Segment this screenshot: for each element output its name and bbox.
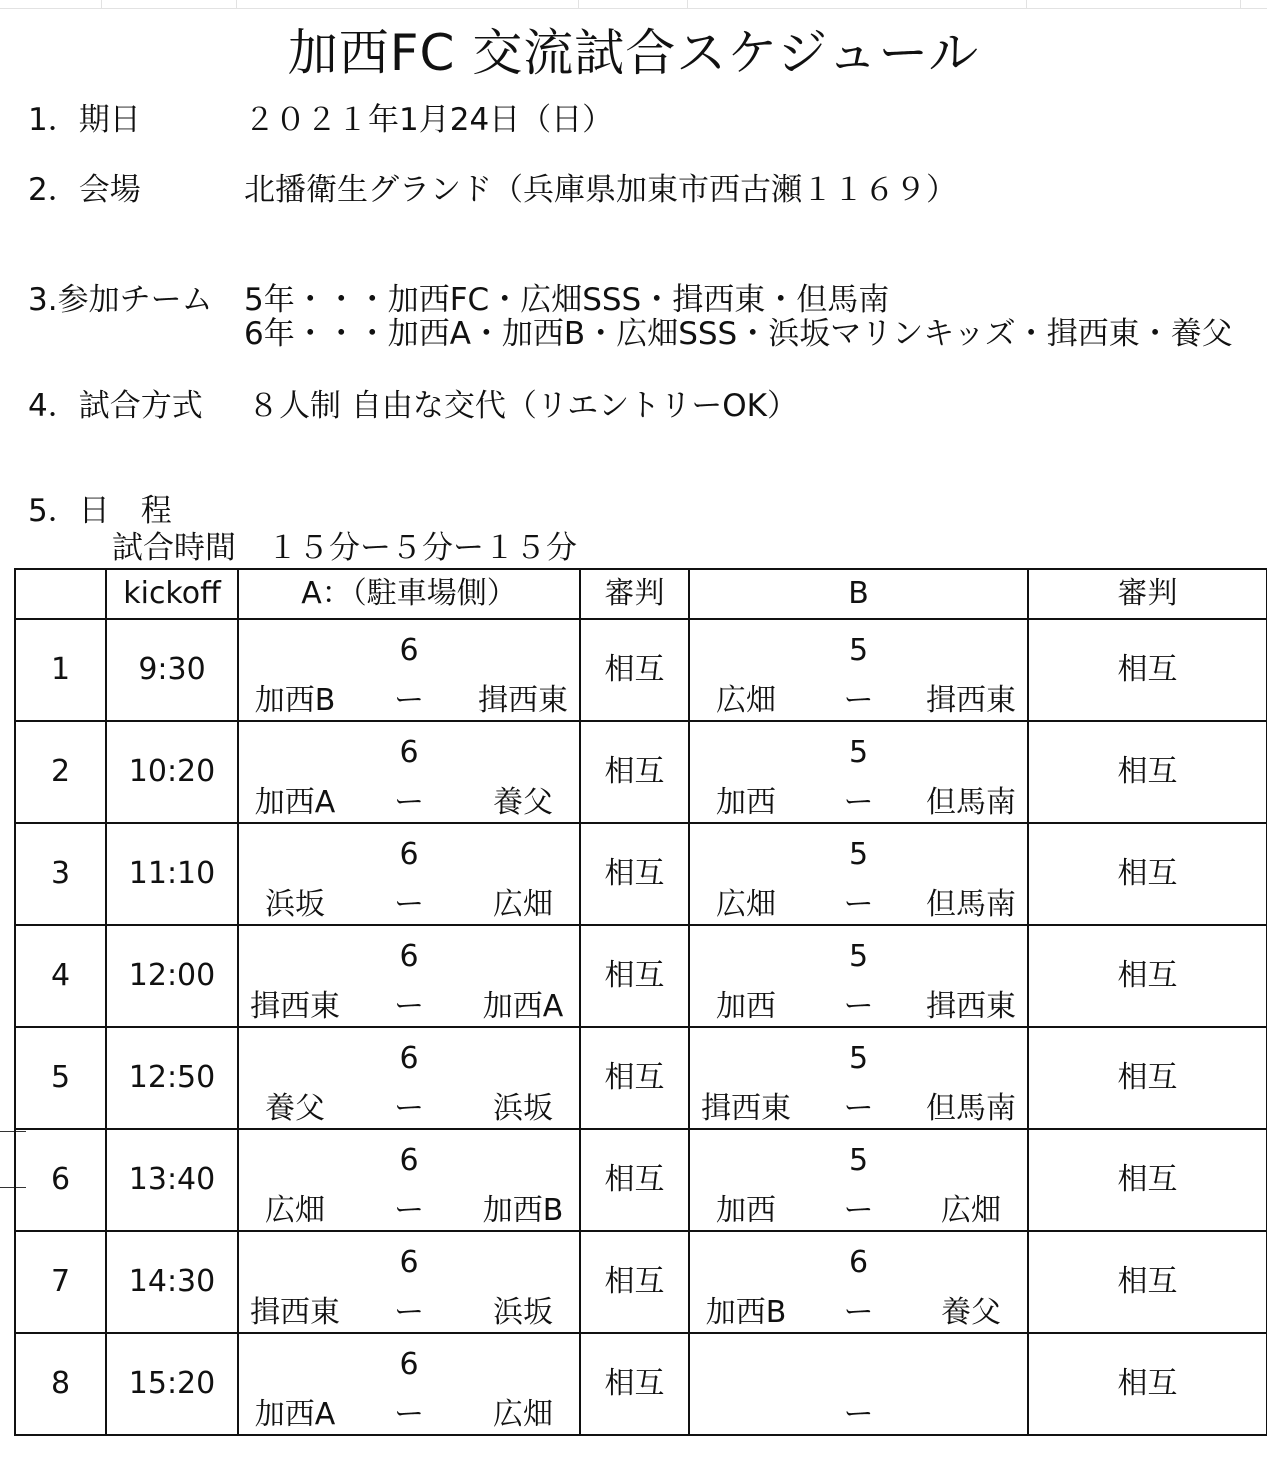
referee-a: 相互	[604, 1060, 665, 1095]
field-b-match	[689, 823, 1028, 925]
field-a-match	[238, 1129, 580, 1231]
match-number: 4	[15, 925, 106, 1027]
field-b-match	[689, 1027, 1028, 1129]
referee-b-cell	[1028, 823, 1267, 925]
field-b-grade: 5	[848, 939, 869, 974]
field-a-versus: ー	[394, 1397, 424, 1432]
field-b-versus: ー	[843, 989, 874, 1024]
referee-a-cell	[580, 1231, 689, 1333]
referee-a-cell	[580, 1027, 689, 1129]
page-title: 加西FC 交流試合スケジュール	[287, 24, 980, 82]
kickoff-time: 15:20	[106, 1333, 238, 1435]
field-a-versus: ー	[394, 887, 424, 922]
match-number: 8	[15, 1333, 106, 1435]
field-a-versus: ー	[394, 1295, 424, 1330]
table-row	[15, 619, 1267, 721]
kickoff-time: 12:00	[106, 925, 238, 1027]
kickoff-time: 14:30	[106, 1231, 238, 1333]
referee-a-cell	[580, 1333, 689, 1435]
field-a-team-left: 加西B	[254, 683, 336, 718]
field-a-grade: 6	[399, 837, 419, 872]
field-a-team-left: 揖西東	[250, 1295, 340, 1330]
referee-b: 相互	[1117, 754, 1178, 789]
field-b-versus: ー	[843, 1397, 874, 1432]
field-b-team-left: 加西	[716, 785, 776, 820]
field-a-team-left: 浜坂	[265, 887, 325, 922]
field-a-team-left: 揖西東	[250, 989, 340, 1024]
field-b-match	[689, 925, 1028, 1027]
field-a-team-right: 広畑	[493, 887, 553, 922]
field-b-match	[689, 1129, 1028, 1231]
referee-b-cell	[1028, 925, 1267, 1027]
field-b-team-right: 養父	[941, 1295, 1001, 1330]
grid-line	[1026, 0, 1027, 8]
table-row	[15, 1129, 1267, 1231]
match-number: 5	[15, 1027, 106, 1129]
field-a-grade: 6	[399, 1347, 419, 1382]
field-a-match	[238, 925, 580, 1027]
venue-value: 北播衛生グランド（兵庫県加東市西古瀬１１６９）	[244, 172, 957, 208]
field-a-team-right: 揖西東	[478, 683, 568, 718]
field-b-team-left: 揖西東	[701, 1091, 791, 1126]
grid-line	[578, 0, 579, 8]
referee-b-cell	[1028, 1333, 1267, 1435]
referee-a: 相互	[604, 1264, 665, 1299]
field-b-match	[689, 619, 1028, 721]
field-b-match	[689, 721, 1028, 823]
field-a-match	[238, 1027, 580, 1129]
field-a-team-right: 養父	[493, 785, 553, 820]
field-a-grade: 6	[399, 1245, 419, 1280]
grid-line	[101, 0, 102, 8]
field-a-team-left: 広畑	[265, 1193, 325, 1228]
referee-b-cell	[1028, 619, 1267, 721]
header-referee-a: 審判	[580, 569, 689, 619]
referee-b-cell	[1028, 721, 1267, 823]
spreadsheet-grid-edge	[0, 0, 1267, 9]
schedule-label: 5．日 程	[28, 493, 172, 529]
field-a-team-right: 浜坂	[493, 1091, 553, 1126]
field-b-team-right: 但馬南	[926, 1091, 1016, 1126]
field-b-grade: 5	[848, 633, 869, 668]
field-a-grade: 6	[399, 939, 419, 974]
header-number	[15, 569, 106, 619]
field-a-team-right: 広畑	[493, 1397, 553, 1432]
table-row	[15, 1333, 1267, 1435]
teams-label: 3.参加チーム	[28, 282, 213, 318]
field-a-match	[238, 823, 580, 925]
field-b-versus: ー	[843, 887, 874, 922]
match-number: 1	[15, 619, 106, 721]
field-b-team-right: 揖西東	[926, 683, 1016, 718]
field-a-versus: ー	[394, 989, 424, 1024]
field-a-match	[238, 1333, 580, 1435]
referee-b: 相互	[1117, 1060, 1178, 1095]
grid-line	[1240, 0, 1241, 8]
match-number: 7	[15, 1231, 106, 1333]
field-a-team-right: 浜坂	[493, 1295, 553, 1330]
field-a-match	[238, 1231, 580, 1333]
field-b-team-left: 加西	[716, 1193, 776, 1228]
format-value: ８人制 自由な交代（リエントリーOK）	[248, 388, 798, 424]
header-field-a: A：（駐車場側）	[238, 569, 580, 619]
referee-b: 相互	[1117, 1366, 1178, 1401]
match-time: 試合時間 １５分ー５分ー１５分	[112, 530, 577, 566]
referee-b-cell	[1028, 1027, 1267, 1129]
field-a-grade: 6	[399, 735, 419, 770]
referee-b-cell	[1028, 1231, 1267, 1333]
kickoff-time: 13:40	[106, 1129, 238, 1231]
field-b-grade: 5	[848, 735, 869, 770]
field-b-team-right: 揖西東	[926, 989, 1016, 1024]
teams-6th-grade: 6年・・・加西A・加西B・広畑SSS・浜坂マリンキッズ・揖西東・養父	[244, 316, 1233, 352]
kickoff-time: 10:20	[106, 721, 238, 823]
table-row	[15, 1027, 1267, 1129]
field-b-versus: ー	[843, 1295, 874, 1330]
referee-a-cell	[580, 823, 689, 925]
referee-b: 相互	[1117, 856, 1178, 891]
match-number: 2	[15, 721, 106, 823]
field-a-team-left: 養父	[265, 1091, 325, 1126]
field-b-versus: ー	[843, 1091, 874, 1126]
field-a-grade: 6	[399, 1041, 419, 1076]
field-b-versus: ー	[843, 1193, 874, 1228]
referee-b: 相互	[1117, 1162, 1178, 1197]
table-header-row	[15, 569, 1267, 619]
field-b-grade: 5	[848, 1143, 869, 1178]
grid-line	[236, 0, 237, 8]
field-a-versus: ー	[394, 1091, 424, 1126]
field-a-team-right: 加西B	[482, 1193, 564, 1228]
field-b-team-left: 広畑	[716, 683, 776, 718]
header-field-b: B	[689, 569, 1028, 619]
date-label: 1．期日	[28, 102, 141, 138]
field-b-grade: 5	[848, 1041, 869, 1076]
table-row	[15, 1231, 1267, 1333]
table-row	[15, 925, 1267, 1027]
grid-line	[687, 0, 688, 8]
field-a-match	[238, 721, 580, 823]
field-a-versus: ー	[394, 785, 424, 820]
field-a-team-left: 加西A	[254, 1397, 336, 1432]
match-number: 3	[15, 823, 106, 925]
referee-a: 相互	[604, 652, 665, 687]
table-row	[15, 823, 1267, 925]
field-a-versus: ー	[394, 683, 424, 718]
referee-b: 相互	[1117, 958, 1178, 993]
referee-a-cell	[580, 721, 689, 823]
field-b-team-left: 加西B	[705, 1295, 787, 1330]
field-b-team-left: 加西	[716, 989, 776, 1024]
referee-a-cell	[580, 619, 689, 721]
venue-label: 2．会場	[28, 172, 141, 208]
field-a-grade: 6	[399, 1143, 419, 1178]
field-a-match	[238, 619, 580, 721]
referee-a: 相互	[604, 1162, 665, 1197]
referee-a: 相互	[604, 1366, 665, 1401]
referee-a-cell	[580, 1129, 689, 1231]
field-a-team-right: 加西A	[482, 989, 564, 1024]
date-value: ２０２１年1月24日（日）	[244, 102, 614, 138]
header-referee-b: 審判	[1028, 569, 1267, 619]
field-b-versus: ー	[843, 785, 874, 820]
field-b-versus: ー	[843, 683, 874, 718]
field-b-match	[689, 1231, 1028, 1333]
table-row	[15, 721, 1267, 823]
field-b-team-left: 広畑	[716, 887, 776, 922]
referee-a: 相互	[604, 856, 665, 891]
field-b-match	[689, 1333, 1028, 1435]
field-b-team-right: 但馬南	[926, 887, 1016, 922]
field-b-grade: 5	[848, 837, 869, 872]
referee-a: 相互	[604, 958, 665, 993]
field-a-grade: 6	[399, 633, 419, 668]
field-a-team-left: 加西A	[254, 785, 336, 820]
field-b-team-right: 但馬南	[926, 785, 1016, 820]
field-b-grade: 6	[848, 1245, 869, 1280]
field-b-team-right: 広畑	[941, 1193, 1001, 1228]
kickoff-time: 9:30	[106, 619, 238, 721]
kickoff-time: 11:10	[106, 823, 238, 925]
referee-a: 相互	[604, 754, 665, 789]
referee-b: 相互	[1117, 652, 1178, 687]
teams-5th-grade: 5年・・・加西FC・広畑SSS・揖西東・但馬南	[244, 282, 890, 318]
referee-a-cell	[580, 925, 689, 1027]
kickoff-time: 12:50	[106, 1027, 238, 1129]
schedule-table	[14, 568, 1267, 1436]
header-kickoff: kickoff	[106, 569, 238, 619]
field-a-versus: ー	[394, 1193, 424, 1228]
referee-b-cell	[1028, 1129, 1267, 1231]
format-label: 4．試合方式	[28, 388, 203, 424]
match-number: 6	[15, 1129, 106, 1231]
referee-b: 相互	[1117, 1264, 1178, 1299]
